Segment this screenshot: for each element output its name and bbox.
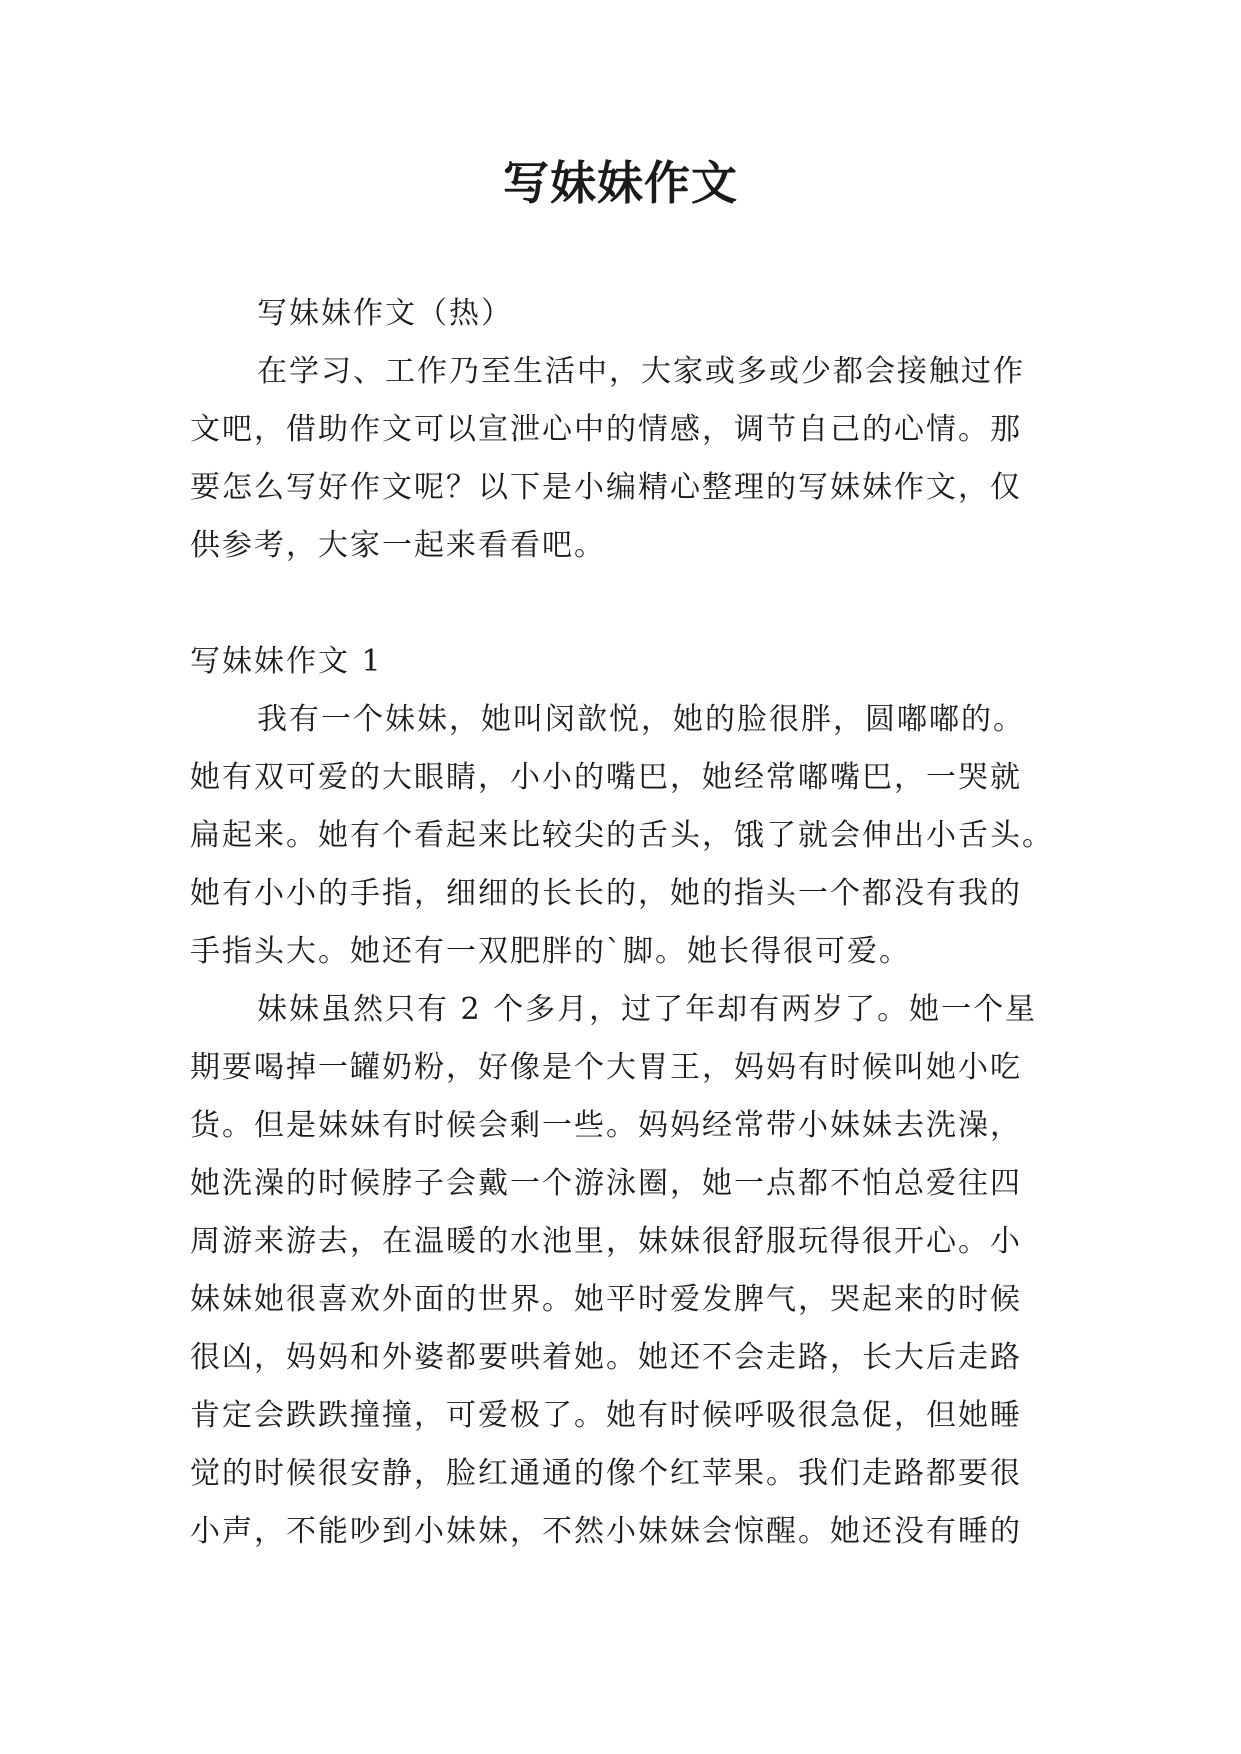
intro-line: 在学习、工作乃至生活中，大家或多或少都会接触过作 bbox=[257, 354, 1025, 389]
paragraph-line: 手指头大。她还有一双肥胖的`脚。她长得很可爱。 bbox=[190, 934, 911, 969]
paragraph-line: 肯定会跌跌撞撞，可爱极了。她有时候呼吸很急促，但她睡 bbox=[190, 1398, 1022, 1433]
document-subtitle: 写妹妹作文（热） bbox=[257, 296, 513, 331]
paragraph-line: 觉的时候很安静，脸红通通的像个红苹果。我们走路都要很 bbox=[190, 1456, 1022, 1491]
paragraph-line: 货。但是妹妹有时候会剩一些。妈妈经常带小妹妹去洗澡， bbox=[190, 1108, 1022, 1143]
paragraph-line: 很凶，妈妈和外婆都要哄着她。她还不会走路，长大后走路 bbox=[190, 1340, 1022, 1375]
intro-line: 要怎么写好作文呢？以下是小编精心整理的写妹妹作文，仅 bbox=[190, 470, 1022, 505]
paragraph-line: 小声，不能吵到小妹妹，不然小妹妹会惊醒。她还没有睡的 bbox=[190, 1514, 1022, 1549]
paragraph-line: 期要喝掉一罐奶粉，好像是个大胃王，妈妈有时候叫她小吃 bbox=[190, 1050, 1022, 1085]
essay-paragraph-2 bbox=[190, 981, 1060, 1561]
paragraph-line: 她洗澡的时候脖子会戴一个游泳圈，她一点都不怕总爱往四 bbox=[190, 1166, 1022, 1201]
paragraph-line: 妹妹她很喜欢外面的世界。她平时爱发脾气，哭起来的时候 bbox=[190, 1282, 1022, 1317]
document-body bbox=[190, 285, 1060, 1561]
paragraph-line: 周游来游去，在温暖的水池里，妹妹很舒服玩得很开心。小 bbox=[190, 1224, 1022, 1259]
intro-paragraph bbox=[190, 343, 1060, 575]
essay-paragraph-1 bbox=[190, 691, 1060, 981]
paragraph-gap bbox=[190, 575, 1060, 633]
paragraph-line: 扁起来。她有个看起来比较尖的舌头，饿了就会伸出小舌头。 bbox=[190, 818, 1054, 853]
paragraph-line: 她有双可爱的大眼睛，小小的嘴巴，她经常嘟嘴巴，一哭就 bbox=[190, 760, 1022, 795]
document-title: 写妹妹作文 bbox=[503, 156, 738, 210]
paragraph-line: 妹妹虽然只有 2 个多月，过了年却有两岁了。她一个星 bbox=[257, 992, 1038, 1027]
intro-line: 文吧，借助作文可以宣泄心中的情感，调节自己的心情。那 bbox=[190, 412, 1022, 447]
section-heading: 写妹妹作文 1 bbox=[190, 644, 383, 679]
intro-line: 供参考，大家一起来看看吧。 bbox=[190, 528, 606, 563]
paragraph-line: 我有一个妹妹，她叫闵歆悦，她的脸很胖，圆嘟嘟的。 bbox=[257, 702, 1025, 737]
paragraph-line: 她有小小的手指，细细的长长的，她的指头一个都没有我的 bbox=[190, 876, 1022, 911]
